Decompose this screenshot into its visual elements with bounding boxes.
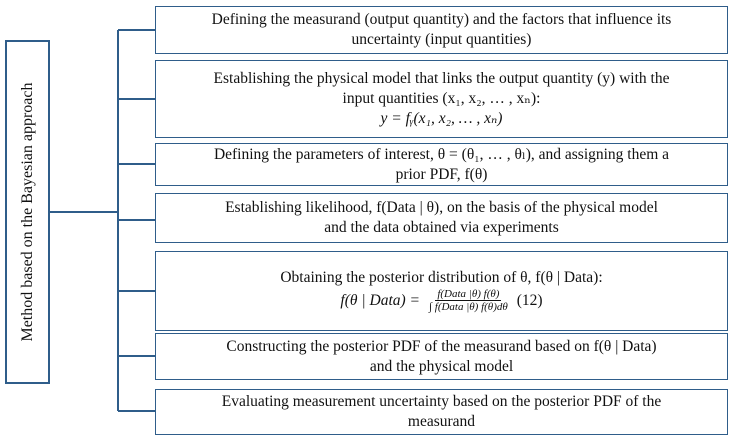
equation-tag: (12) [516, 291, 543, 309]
step-2-equation: y = fᵧ(x₁, x₂, … , xₙ) [380, 109, 503, 127]
equation-lhs: f(θ | Data) = [340, 291, 420, 309]
equation-numerator: f(Data |θ) f(θ) [437, 287, 500, 300]
step-4-line-2: and the data obtained via experiments [324, 219, 559, 236]
step-1-line-1: Defining the measurand (output quantity) and the factors that influence its [211, 11, 672, 29]
step-7-line-2: measurand [407, 413, 476, 430]
step-6-line-2: and the physical model [369, 357, 514, 375]
step-1-line-2: uncertainty (input quantities) [351, 31, 532, 48]
step-2-line-2: input quantities (x₁, x₂, … , xₙ): [342, 90, 541, 108]
equation-denominator: ∫ f(Data |θ) f(θ)dθ [429, 301, 508, 314]
step-box-3 [155, 143, 728, 186]
root-label: Method based on the Bayesian approach [18, 82, 36, 342]
step-box-1 [155, 6, 728, 54]
root-box [5, 40, 50, 384]
step-3-line-2: prior PDF, f(θ) [395, 165, 488, 183]
step-box-6 [155, 333, 728, 380]
step-box-4 [155, 193, 728, 243]
step-box-7 [155, 389, 728, 435]
step-3-line-1: Defining the parameters of interest, θ = (θ₁, … , θₗ), and assigning them a [213, 145, 670, 163]
equation-fraction [427, 288, 510, 314]
posterior-equation [340, 288, 542, 314]
step-7-line-1: Evaluating measurement uncertainty based on the posterior PDF of the [221, 393, 662, 411]
step-4-line-1: Establishing likelihood, f(Data | θ), on the basis of the physical model [225, 199, 658, 217]
step-2-line-1: Establishing the physical model that links the output quantity (y) with the [213, 70, 670, 88]
step-6-line-1: Constructing the posterior PDF of the measurand based on f(θ | Data) [226, 337, 657, 355]
step-box-2 [155, 60, 728, 138]
step-box-5 [155, 251, 728, 331]
step-5-line-1: Obtaining the posterior distribution of θ, f(θ | Data): [280, 268, 603, 286]
